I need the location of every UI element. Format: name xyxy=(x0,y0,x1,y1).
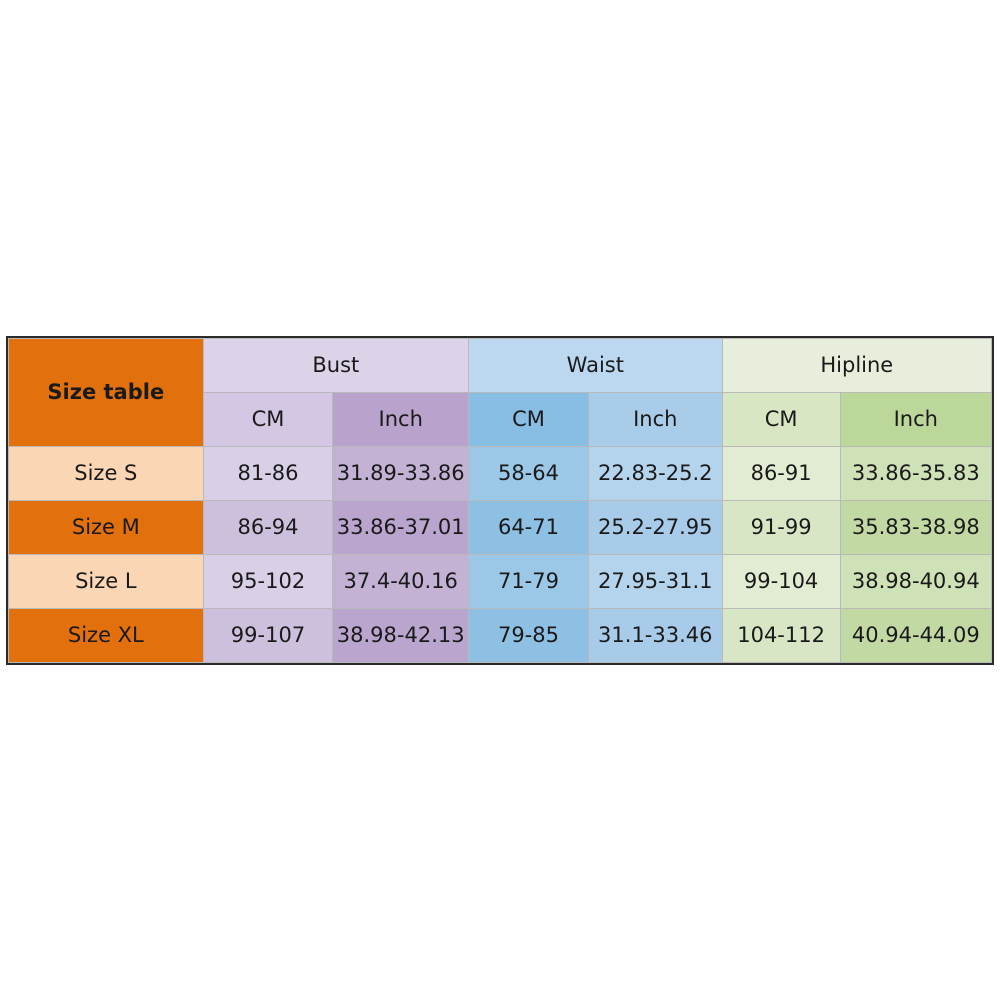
group-header-hipline: Hipline xyxy=(722,338,991,392)
cell-waist-cm: 71-79 xyxy=(469,554,589,608)
cell-hipline-inch: 38.98-40.94 xyxy=(840,554,991,608)
row-label-size-xl: Size XL xyxy=(9,608,204,662)
group-header-waist: Waist xyxy=(469,338,723,392)
unit-header-bust-cm: CM xyxy=(203,392,333,446)
cell-bust-cm: 81-86 xyxy=(203,446,333,500)
cell-bust-cm: 99-107 xyxy=(203,608,333,662)
size-chart-table xyxy=(8,338,992,663)
row-label-size-m: Size M xyxy=(9,500,204,554)
cell-hipline-inch: 40.94-44.09 xyxy=(840,608,991,662)
table-row xyxy=(9,500,992,554)
cell-hipline-cm: 99-104 xyxy=(722,554,840,608)
cell-bust-cm: 86-94 xyxy=(203,500,333,554)
cell-waist-cm: 58-64 xyxy=(469,446,589,500)
group-header-bust: Bust xyxy=(203,338,468,392)
cell-bust-inch: 33.86-37.01 xyxy=(333,500,469,554)
table-header-group-row xyxy=(9,338,992,392)
unit-header-hipline-cm: CM xyxy=(722,392,840,446)
cell-bust-inch: 31.89-33.86 xyxy=(333,446,469,500)
cell-waist-inch: 22.83-25.2 xyxy=(588,446,722,500)
unit-header-waist-cm: CM xyxy=(469,392,589,446)
cell-waist-inch: 25.2-27.95 xyxy=(588,500,722,554)
table-row xyxy=(9,608,992,662)
corner-size-table-label: Size table xyxy=(9,338,204,446)
cell-bust-cm: 95-102 xyxy=(203,554,333,608)
unit-header-bust-inch: Inch xyxy=(333,392,469,446)
cell-bust-inch: 37.4-40.16 xyxy=(333,554,469,608)
cell-hipline-cm: 104-112 xyxy=(722,608,840,662)
cell-waist-inch: 27.95-31.1 xyxy=(588,554,722,608)
cell-hipline-inch: 33.86-35.83 xyxy=(840,446,991,500)
unit-header-hipline-inch: Inch xyxy=(840,392,991,446)
cell-waist-inch: 31.1-33.46 xyxy=(588,608,722,662)
row-label-size-s: Size S xyxy=(9,446,204,500)
cell-hipline-cm: 91-99 xyxy=(722,500,840,554)
unit-header-waist-inch: Inch xyxy=(588,392,722,446)
cell-waist-cm: 79-85 xyxy=(469,608,589,662)
row-label-size-l: Size L xyxy=(9,554,204,608)
table-row xyxy=(9,446,992,500)
cell-bust-inch: 38.98-42.13 xyxy=(333,608,469,662)
cell-hipline-inch: 35.83-38.98 xyxy=(840,500,991,554)
size-table-frame xyxy=(6,336,994,665)
cell-waist-cm: 64-71 xyxy=(469,500,589,554)
cell-hipline-cm: 86-91 xyxy=(722,446,840,500)
table-row xyxy=(9,554,992,608)
